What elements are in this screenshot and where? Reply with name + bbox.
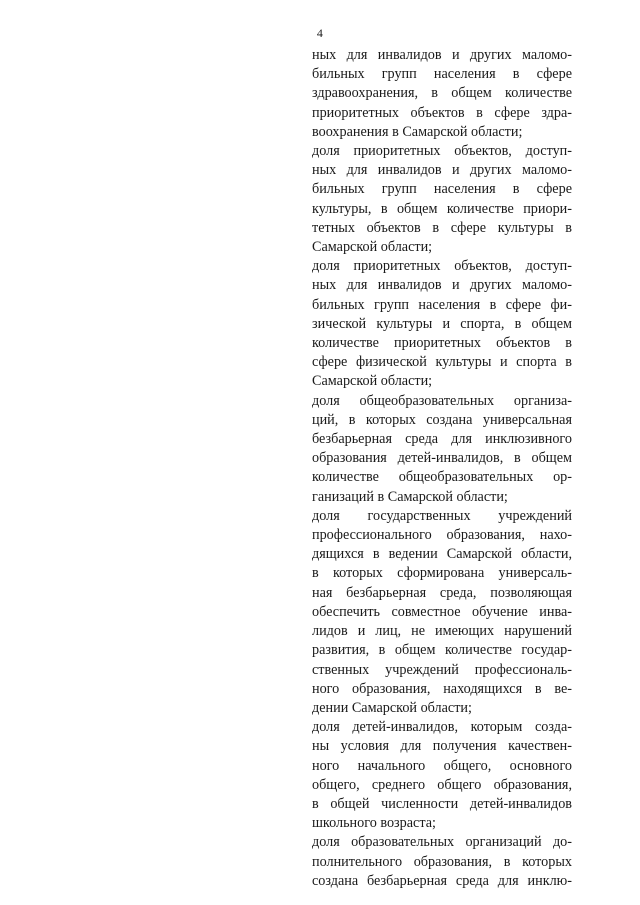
text-line: бильных групп населения в сфере: [312, 181, 572, 198]
text-line: создана безбарьерная среда для инклю-: [312, 872, 572, 889]
text-line: безбарьерная среда для инклюзивного: [312, 431, 572, 448]
text-line: ных для инвалидов и других маломо-: [312, 47, 572, 63]
text-line: доля приоритетных объектов, доступ-: [312, 258, 572, 275]
text-line: школьного возраста;: [312, 815, 436, 832]
text-line: количестве общеобразовательных ор-: [312, 469, 572, 486]
text-line: приоритетных объектов в сфере здра-: [312, 104, 572, 121]
text-line: бильных групп населения в сфере фи-: [312, 296, 572, 313]
text-line: ного начального общего, основного: [312, 757, 572, 774]
text-line: образования детей-инвалидов, в общем: [312, 450, 572, 467]
text-line: доля приоритетных объектов, доступ-: [312, 143, 572, 160]
text-line: профессионального образования, нахо-: [312, 527, 572, 544]
text-line: обеспечить совместное обучение инва-: [312, 603, 572, 620]
text-line: зической культуры и спорта, в общем: [312, 315, 572, 332]
text-line: ного образования, находящихся в ве-: [312, 680, 572, 697]
text-line: здравоохранения, в общем количестве: [312, 85, 572, 102]
text-line: тетных объектов в сфере культуры в: [312, 219, 572, 236]
text-line: в общей численности детей-инвалидов: [312, 795, 572, 812]
text-line: ных для инвалидов и других маломо-: [312, 162, 572, 179]
text-line: развития, в общем количестве государ-: [312, 642, 572, 659]
text-line: Самарской области;: [312, 239, 433, 256]
text-line: ственных учреждений профессиональ-: [312, 661, 572, 678]
text-line: доля детей-инвалидов, которым созда-: [312, 719, 572, 736]
text-line: общего, среднего общего образования,: [312, 776, 572, 793]
text-line: доля общеобразовательных организа-: [312, 392, 572, 409]
text-line: бильных групп населения в сфере: [312, 66, 572, 83]
page-number: 4: [316, 26, 324, 40]
text-line: ная безбарьерная среда, позволяющая: [312, 584, 572, 601]
text-line: дении Самарской области;: [312, 699, 472, 716]
text-column: [312, 46, 572, 891]
text-line: воохранения в Самарской области;: [312, 123, 523, 140]
text-line: ных для инвалидов и других маломо-: [312, 277, 572, 294]
text-line: Самарской области;: [312, 373, 433, 390]
text-line: полнительного образования, в которых: [312, 853, 572, 870]
text-line: доля образовательных организаций до-: [312, 834, 572, 851]
text-line: ций, в которых создана универсальная: [312, 411, 572, 428]
text-line: ны условия для получения качествен-: [312, 738, 572, 755]
text-line: лидов и лиц, не имеющих нарушений: [312, 623, 572, 640]
text-line: ганизаций в Самарской области;: [312, 488, 508, 505]
text-line: количестве приоритетных объектов в: [312, 335, 572, 352]
text-line: дящихся в ведении Самарской области,: [312, 546, 572, 563]
text-line: сфере физической культуры и спорта в: [312, 354, 572, 371]
text-line: доля государственных учреждений: [312, 507, 572, 524]
text-line: в которых сформирована универсаль-: [312, 565, 572, 582]
text-line: культуры, в общем количестве приори-: [312, 200, 572, 217]
